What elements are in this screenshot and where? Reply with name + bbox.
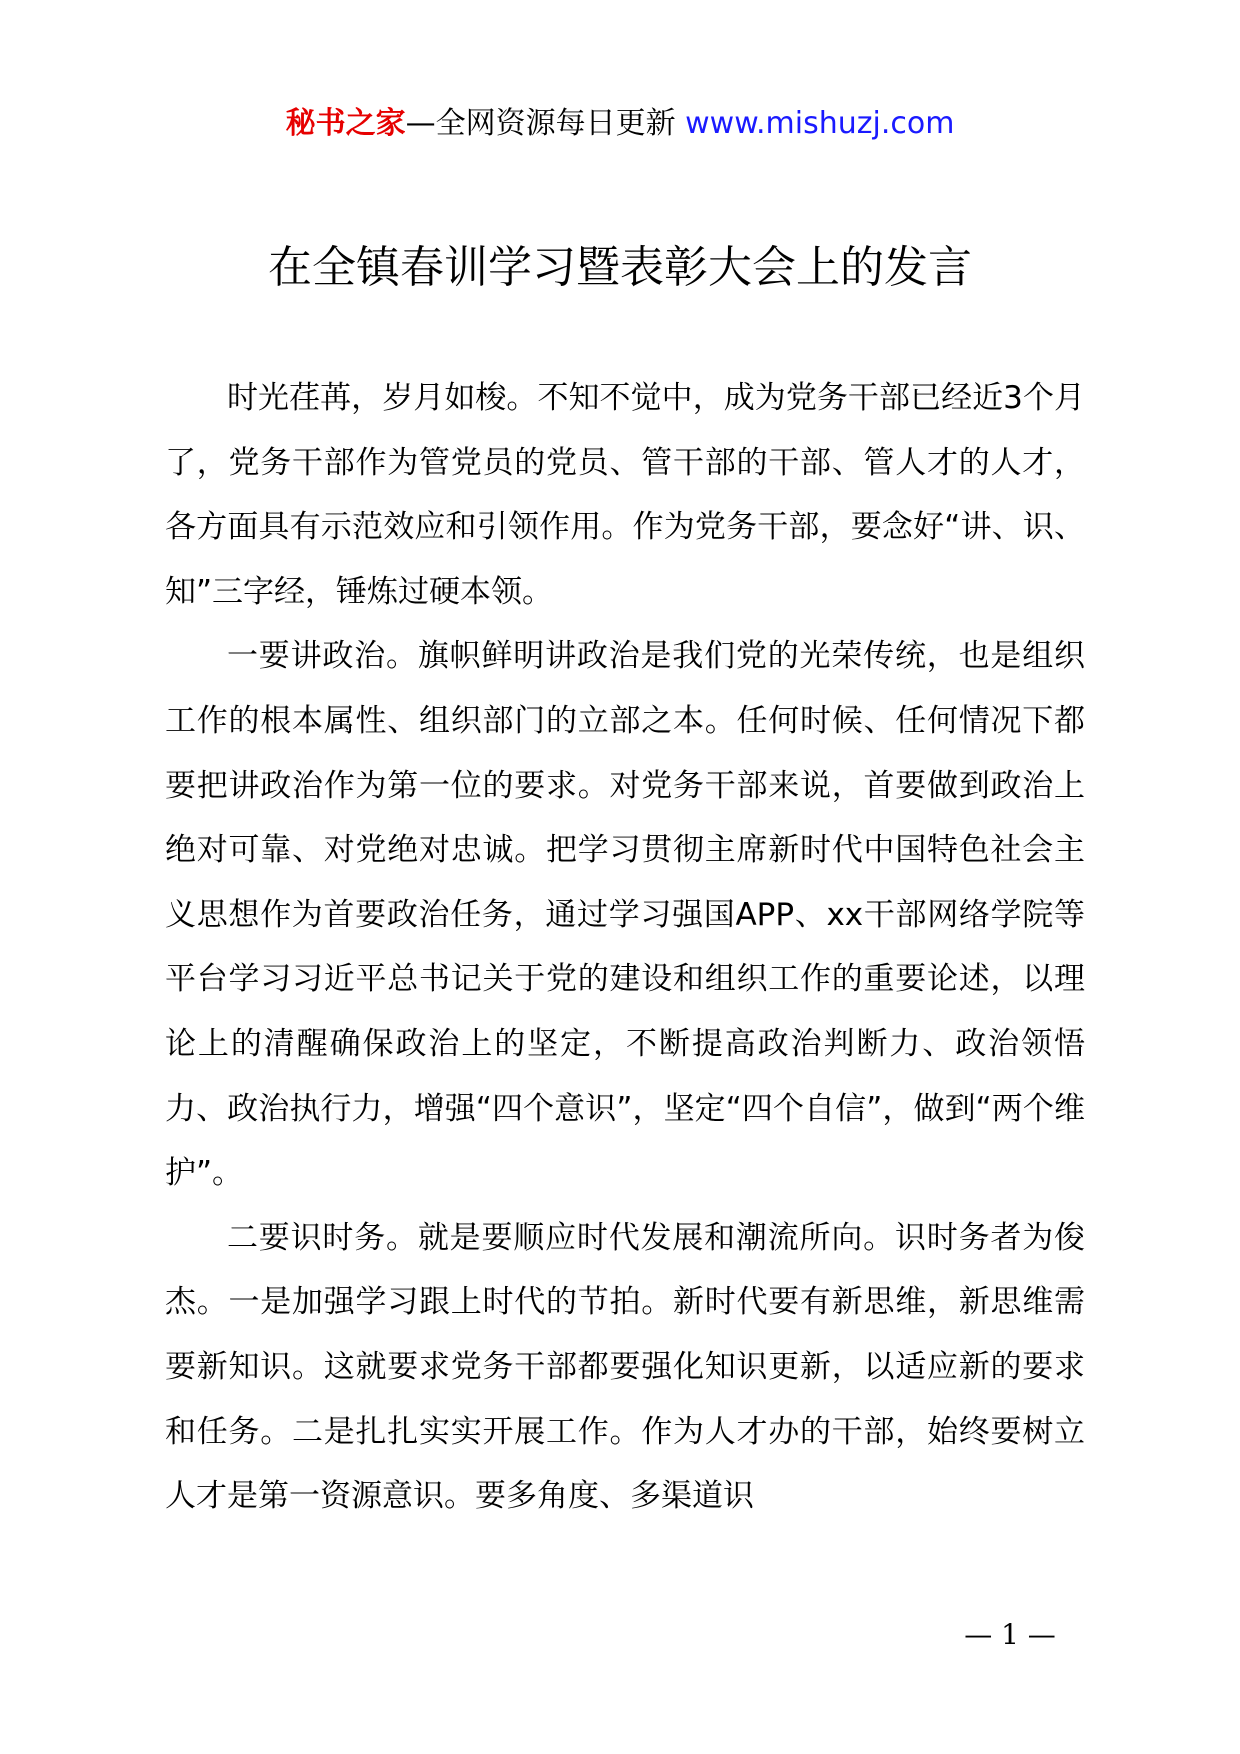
paragraph-politics: 一要讲政治。旗帜鲜明讲政治是我们党的光荣传统，也是组织工作的根本属性、组织部门的立部之本。任何时候、任何情况下都要把讲政治作为第一位的要求。对党务干部来说，首要做到政治上绝对可靠、对党绝对忠诚。把学习贯彻主席新时代中国特色社会主义思想作为首要政治任务，通过学习强国APP、xx干部网络学院等平台学习习近平总书记关于党的建设和组织工作的重要论述，以理论上的清醒确保政治上的坚定，不断提高政治判断力、政治领悟力、政治执行力，增强“四个意识”，坚定“四个自信”，做到“两个维护”。 [165, 638, 1085, 1192]
paragraph-times: 二要识时务。就是要顺应时代发展和潮流所向。识时务者为俊杰。一是加强学习跟上时代的节拍。新时代要有新思维，新思维需要新知识。这就要求党务干部都要强化知识更新，以适应新的要求和任务。二是扎扎实实开展工作。作为人才办的干部，始终要树立人才是第一资源意识。要多角度、多渠道识 [165, 1219, 1085, 1515]
site-banner [0, 100, 1240, 148]
brand-name: 秘书之家 [285, 106, 406, 141]
document-title: 在全镇春训学习暨表彰大会上的发言 [268, 242, 972, 293]
page-number: — 1 — [964, 1618, 1056, 1651]
banner-slogan: —全网资源每日更新 [405, 106, 676, 141]
site-url-link[interactable]: www.mishuzj.com [685, 106, 955, 141]
paragraph-intro: 时光荏苒，岁月如梭。不知不觉中，成为党务干部已经近3个月了，党务干部作为管党员的党员、管干部的干部、管人才的人才，各方面具有示范效应和引领作用。作为党务干部，要念好“讲、识、知”三字经，锤炼过硬本领。 [165, 380, 1085, 610]
document-body [165, 366, 1085, 1529]
